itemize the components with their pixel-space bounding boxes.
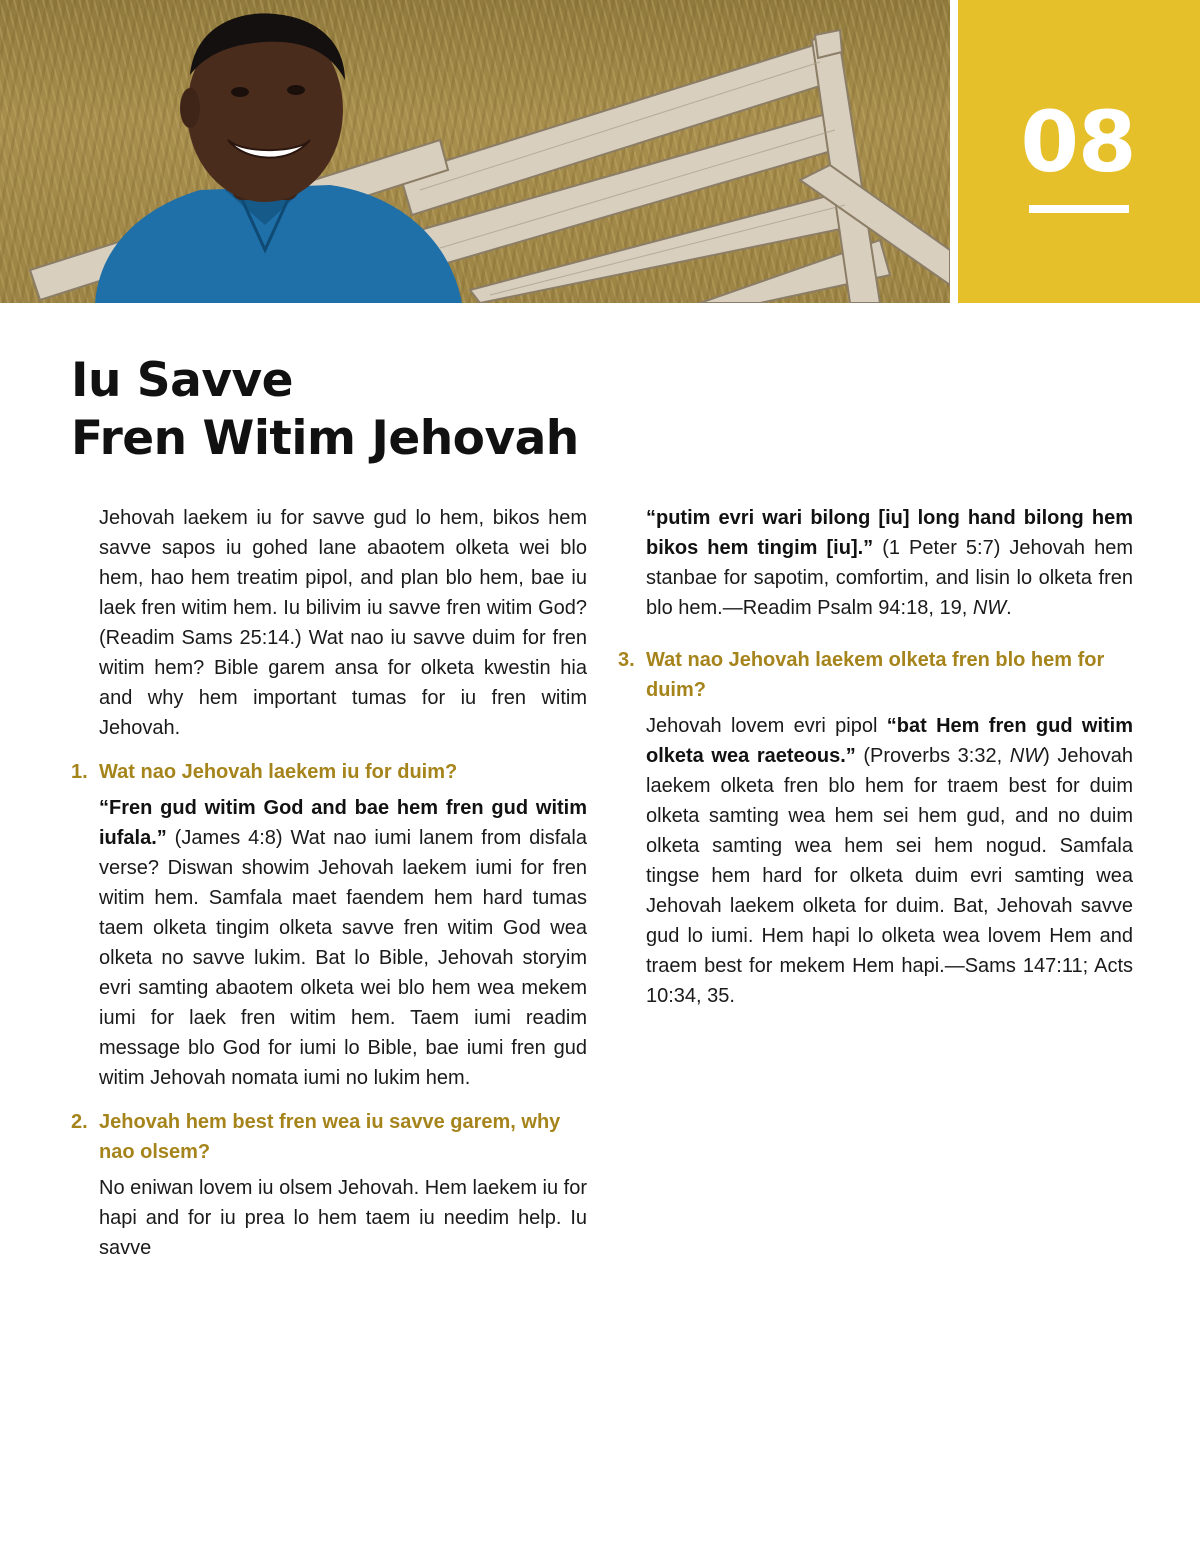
- smiling-man-illustration: [0, 0, 950, 303]
- answer-2: [71, 1173, 587, 1263]
- chapter-underline: [1029, 205, 1129, 213]
- question-3-text: Wat nao Jehovah laekem olketa fren blo hem for duim?: [646, 649, 1105, 701]
- answer-3-quote: “bat Hem fren gud witim olketa wea raeteous.”: [646, 715, 1133, 767]
- answer-2-body-a: No eniwan lovem iu olsem Jehovah. Hem laekem iu for hapi and for iu prea lo hem taem iu needim help. Iu savve: [99, 1177, 587, 1259]
- answer-3: [618, 711, 1133, 1011]
- answer-2-nw: NW: [972, 597, 1007, 619]
- question-3-number: 3.: [618, 649, 635, 671]
- answer-2-body-b: (1 Peter 5:7) Jehovah hem stanbae for sapotim, comfortim, and lisin lo olketa fren blo hem.—Readim Psalm 94:18, 19,: [646, 537, 1134, 619]
- question-3: [618, 645, 1133, 705]
- right-column: [618, 503, 1133, 1011]
- answer-2-continued: [618, 503, 1133, 623]
- question-1-number: 1.: [71, 761, 88, 783]
- answer-3-body-a: Jehovah lovem evri pipol: [646, 715, 887, 737]
- answer-1-quote: “Fren gud witim God and bae hem fren gud witim iufala.”: [99, 797, 587, 849]
- chapter-badge: [958, 0, 1200, 303]
- title-line-2: Fren Witim Jehovah: [71, 411, 579, 466]
- question-2-text: Jehovah hem best fren wea iu savve garem, why nao olsem?: [99, 1111, 561, 1163]
- answer-3-body-b: (Proverbs 3:32,: [855, 745, 1010, 767]
- answer-2-quote: “putim evri wari bilong [iu] long hand bilong hem bikos hem tingim [iu].”: [646, 507, 1133, 559]
- chapter-number: 08: [1020, 93, 1136, 191]
- question-2: [71, 1107, 587, 1167]
- question-1-text: Wat nao Jehovah laekem iu for duim?: [99, 761, 458, 783]
- intro-paragraph: Jehovah laekem iu for savve gud lo hem, bikos hem savve sapos iu gohed lane abaotem olketa wei blo hem, hao hem treatim pipol, and plan blo hem, bae iu laek fren witim hem. Iu bilivim iu savve fren witim God? (Readim Sams 25:14.) Wat nao iu savve duim for fren witim hem? Bible garem ansa for olketa kwestin hia and why hem important tumas for iu fren witim Jehovah.: [99, 507, 587, 739]
- page-title: [71, 352, 579, 468]
- hero-photo: [0, 0, 950, 303]
- question-1: [71, 757, 587, 787]
- answer-1-body: (James 4:8) Wat nao iumi lanem from disfala verse? Diswan showim Jehovah laekem iumi for fren witim hem. Samfala maet faendem hem hard tumas taem olketa tingim olketa savve fren witim God wea olketa no savve lukim. Bat lo Bible, Jehovah storyim evri samting abaotem olketa wei blo hem wea mekem iumi for laek fren witim hem. Taem iumi readim message blo God for iumi lo Bible, bae iumi fren gud witim Jehovah nomata iumi no lukim hem.: [99, 827, 587, 1089]
- answer-2-end: .: [1006, 597, 1012, 619]
- left-column: [71, 503, 587, 1263]
- title-line-1: Iu Savve: [71, 353, 294, 408]
- answer-1: [71, 793, 587, 1093]
- answer-3-nw: NW: [1009, 745, 1044, 767]
- answer-3-body-c: ) Jehovah laekem olketa fren blo hem for traem best for duim olketa samting wea hem sei hem gud, and no duim olketa samting wea hem sei hem nogud. Samfala tingse hem hard for olketa duim evri samting wea Jehovah laekem olketa for duim. Bat, Jehovah savve gud lo iumi. Hem hapi lo olketa wea lovem Hem and traem best for mekem Hem hapi.—Sams 147:11; Acts 10:34, 35.: [646, 745, 1133, 1007]
- question-2-number: 2.: [71, 1111, 88, 1133]
